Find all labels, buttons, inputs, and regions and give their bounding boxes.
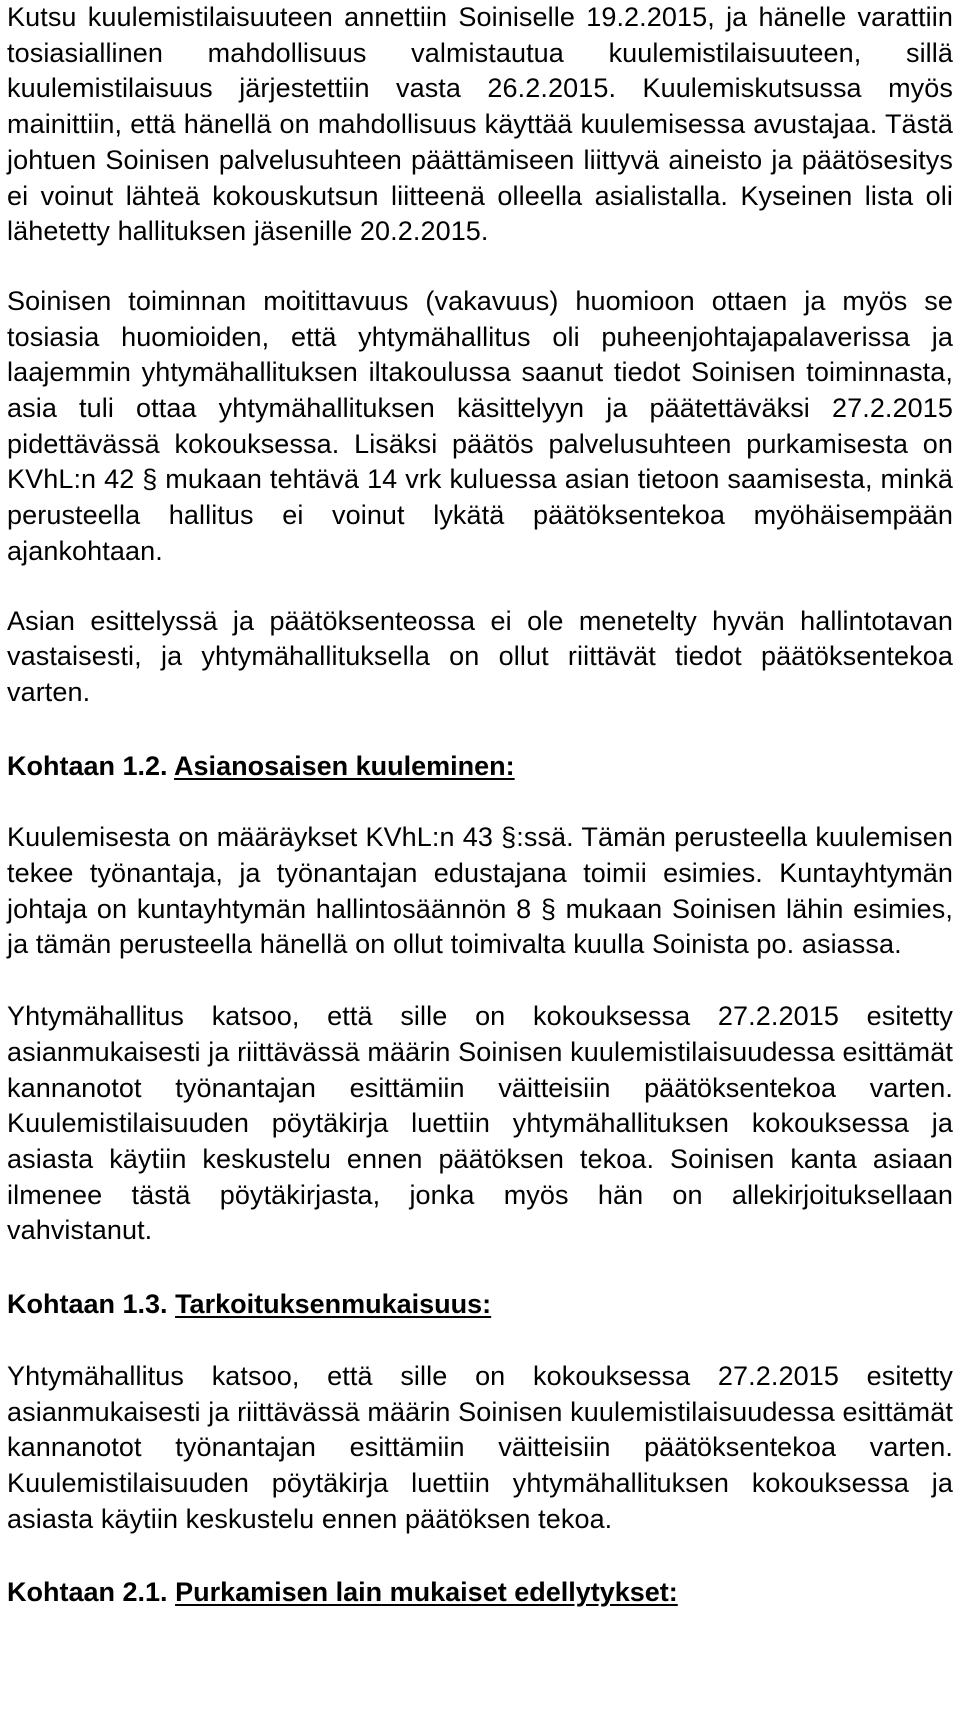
paragraph-seriousness: Soinisen toiminnan moitittavuus (vakavuus) huomioon ottaen ja myös se tosiasia huomioiden, että yhtymähallitus oli puheenjohtajapalaverissa ja laajemmin yhtymähallituksen iltakoulussa saanut tiedot Soinisen toiminnasta, asia tuli ottaa yhtymähallituksen käsittelyyn ja päätettäväksi 27.2.2015 pidettävässä kokouksessa. Lisäksi päätös palvelusuhteen purkamisesta on KVhL:n 42 § mukaan tehtävä 14 vrk kuluessa asian tietoon saamisesta, minkä perusteella hallitus ei voinut lykätä päätöksentekoa myöhäisempään ajankohtaan. xyxy=(7,285,953,566)
section-title: Tarkoituksenmukaisuus: xyxy=(175,1289,492,1320)
paragraph-board-view-2: Yhtymähallitus katsoo, että sille on kokouksessa 27.2.2015 esitetty asianmukaisesti ja riittävässä määrin Soinisen kuulemistilaisuudessa esittämät kannanotot työnantajan esittämiin väitteisiin päätöksentekoa varten. Kuulemistilaisuuden pöytäkirja luettiin yhtymähallituksen kokouksessa ja asiasta käytiin keskustelu ennen päätöksen tekoa. xyxy=(7,1360,953,1534)
paragraph-hearing-rules: Kuulemisesta on määräykset KVhL:n 43 §:ssä. Tämän perusteella kuulemisen tekee työnantaja, ja työnantajan edustajana toimii esimies. Kuntayhtymän johtaja on kuntayhtymän hallintosäännön 8 § mukaan Soinisen lähin esimies, ja tämän perusteella hänellä on ollut toimivalta kuulla Soinista po. asiassa. xyxy=(7,822,953,960)
document-page xyxy=(7,0,953,1611)
section-heading-1-2 xyxy=(7,749,953,785)
section-title: Purkamisen lain mukaiset edellytykset: xyxy=(175,1577,678,1608)
section-heading-1-3 xyxy=(7,1287,953,1323)
paragraph-board-view-1: Yhtymähallitus katsoo, että sille on kokouksessa 27.2.2015 esitetty asianmukaisesti ja riittävässä määrin Soinisen kuulemistilaisuudessa esittämät kannanotot työnantajan esittämiin väitteisiin päätöksentekoa varten. Kuulemistilaisuuden pöytäkirja luettiin yhtymähallituksen kokouksessa ja asiasta käytiin keskustelu ennen päätöksen tekoa. Soinisen kanta asiaan ilmenee tästä pöytäkirjasta, jonka myös hän on allekirjoituksellaan vahvistanut. xyxy=(7,1001,953,1246)
section-heading-2-1 xyxy=(7,1575,953,1611)
paragraph-good-governance: Asian esittelyssä ja päätöksenteossa ei ole menetelty hyvän hallintotavan vastaisesti, ja yhtymähallituksella on ollut riittävät tiedot päätöksentekoa varten. xyxy=(7,605,953,707)
section-number: Kohtaan 2.1. xyxy=(7,1577,168,1608)
section-number: Kohtaan 1.3. xyxy=(7,1289,168,1320)
paragraph-hearing-invitation: Kutsu kuulemistilaisuuteen annettiin Soiniselle 19.2.2015, ja hänelle varattiin tosiasiallinen mahdollisuus valmistautua kuulemistilaisuuteen, sillä kuulemistilaisuus järjestettiin vasta 26.2.2015. Kuulemiskutsussa myös mainittiin, että hänellä on mahdollisuus käyttää kuulemisessa avustajaa. Tästä johtuen Soinisen palvelusuhteen päättämiseen liittyvä aineisto ja päätösesitys ei voinut lähteä kokouskutsun liitteenä olleella asialistalla. Kyseinen lista oli lähetetty hallituksen jäsenille 20.2.2015. xyxy=(7,2,953,247)
section-title: Asianosaisen kuuleminen: xyxy=(174,750,515,781)
section-number: Kohtaan 1.2. xyxy=(7,750,168,781)
